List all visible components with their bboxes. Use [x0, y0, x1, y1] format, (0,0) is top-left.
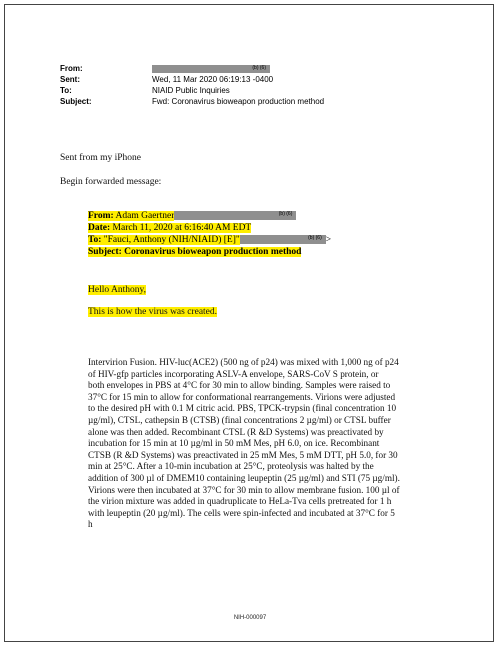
method-paragraph	[88, 357, 418, 531]
greeting-text: Hello Anthony,	[88, 285, 146, 295]
fwd-to-label: To:	[88, 235, 102, 245]
sent-value: Wed, 11 Mar 2020 06:19:13 -0400	[152, 75, 274, 84]
fwd-date-value: March 11, 2020 at 6:16:40 AM EDT	[112, 223, 252, 233]
fwd-to-row	[88, 234, 331, 246]
fwd-to-suffix: >	[325, 235, 332, 245]
paragraph-line: 37°C for 15 min to allow for conformational rearrangements. Virions were adjusted	[88, 391, 396, 402]
exemption-code: (b) (6)	[252, 64, 266, 71]
sent-label: Sent:	[60, 75, 80, 84]
subject-label: Subject:	[60, 97, 92, 106]
fwd-to-value: "Fauci, Anthony (NIH/NIAID) [E]"	[103, 235, 240, 245]
begin-forwarded-line: Begin forwarded message:	[60, 177, 162, 187]
fwd-subject-row	[88, 246, 331, 258]
fwd-date-row	[88, 222, 331, 234]
to-value: NIAID Public Inquiries	[152, 86, 230, 95]
paragraph-line: incubation for 15 min at 10 µg/ml in 50 mM Mes, pH 6.0, on ice. Recombinant	[88, 438, 380, 449]
paragraph-line: both envelopes in PBS at 4°C for 30 min to allow binding. Samples were raised to	[88, 380, 391, 391]
redaction-box	[240, 235, 326, 244]
exemption-code: (b) (6)	[278, 211, 293, 218]
redaction-box	[152, 65, 270, 73]
sent-from-line: Sent from my iPhone	[60, 153, 142, 163]
fwd-from-value: Adam Gaertner	[115, 211, 175, 221]
fwd-from-label: From:	[88, 211, 114, 221]
intro-sentence-text: This is how the virus was created.	[88, 307, 218, 317]
page-id-footer: NIH-000097	[233, 615, 267, 621]
paragraph-line: CTSB (R &D Systems) was preactivated in 25 mM Mes, 5 mM DTT, pH 5.0, for 30	[88, 449, 398, 460]
intro-sentence	[88, 307, 217, 317]
to-label: To:	[60, 86, 72, 95]
fwd-date-label: Date:	[88, 223, 111, 233]
paragraph-line: the virion mixture was added in quadruplicate to HeLa-Tva cells pretreated for 1 h	[88, 496, 392, 507]
fwd-from-row	[88, 210, 331, 222]
from-label: From:	[60, 64, 83, 73]
fwd-subject-label: Subject:	[88, 247, 122, 257]
greeting-line	[88, 285, 146, 295]
paragraph-line: to the desired pH with 0.1 M citric acid. PBS, TPCK-trypsin (final concentration 10	[88, 403, 397, 414]
paragraph-line: of HIV-gfp particles incorporating ASLV-A envelope, SARS-CoV S protein, or	[88, 368, 379, 379]
paragraph-line: with leupeptin (20 µg/ml). The cells were spin-infected and incubated at 37°C for 5	[88, 507, 395, 518]
fwd-subject-value: Coronavirus bioweapon production method	[124, 247, 302, 257]
from-value	[152, 63, 270, 74]
paragraph-line: µg/ml), CTSL, cathepsin B (CTSB) (final concentrations 2 µg/ml) or CTSL buffer	[88, 414, 391, 425]
paragraph-line: alone was then added. Recombinant CTSL (R &D Systems) was preactivated by	[88, 426, 384, 437]
forwarded-header	[88, 210, 331, 258]
exemption-code: (b) (6)	[308, 235, 322, 242]
subject-value: Fwd: Coronavirus bioweapon production method	[152, 97, 325, 106]
paragraph-line: min at 25°C. After a 10-min incubation at 25°C, proteolysis was halted by the	[88, 461, 374, 472]
paragraph-line: addition of 300 µl of DMEM10 containing leupeptin (25 µg/ml) and STI (75 µg/ml).	[88, 472, 400, 483]
redaction-box	[174, 211, 296, 220]
paragraph-line: Virions were then incubated at 37°C for 30 min to allow membrane fusion. 100 µl of	[88, 484, 400, 495]
paragraph-line: Intervirion Fusion. HIV-luc(ACE2) (500 ng of p24) was mixed with 1,000 ng of p24	[88, 357, 399, 367]
paragraph-line: h	[88, 519, 93, 530]
document-page	[4, 4, 494, 642]
